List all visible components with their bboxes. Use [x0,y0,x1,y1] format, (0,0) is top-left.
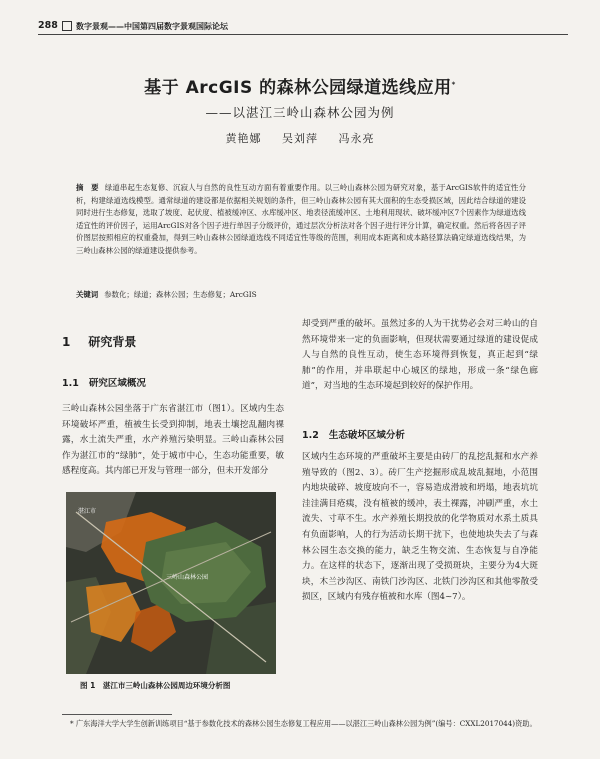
abstract-text: 绿道串起生态复修、沉寂人与自然的良性互动方面有着重要作用。以三岭山森林公园为研究对象，基于ArcGIS软件的适宜性分析，构建绿道选线模型。通常绿道的建设都是依据相关规划的条件，但三岭山森林公园有其大面积的生态受损区域，因此结合绿道的建设同时进行生态修复，选取了坡度、起伏度、植被缓冲区、水库缓冲区、地表径流缓冲区、土地利用现状、破坏缓冲区7个因素作为绿道选线适宜性的评价因子，运用ArcGIS对各个因子进行单因子分级评价，通过层次分析法对各个因子进行评分计算，确定权重。然后将各因子评价图层按照相应的权重叠加，得到三岭山森林公园绿道选线不同适宜性等级的范围，利用成本距离和成本路径算法确定绿道选线结果，为三岭山森林公园的绿道建设提供参考。 [76,183,526,255]
author-name: 冯永亮 [338,132,375,145]
subsection-number: 1.2 [302,430,319,441]
header-rule [38,34,568,35]
subsection-number: 1.1 [62,378,79,389]
paper-title-text: 基于 ArcGIS 的森林公园绿道选线应用 [144,78,452,98]
body-paragraph-left: 三岭山森林公园坐落于广东省湛江市（图1）。区域内生态环境破坏严重，植被生长受到抑制，地表土壤挖乱翻肉裸露，水土流失严重，水产养殖污染明显。三岭山森林公园作为湛江市的“绿肺”，处于城市中心，生态功能重要，敏感程度高。其内部已开发与管理一部分，但未开发部分 [62,404,284,477]
figure-1-caption: 图 1 湛江市三岭山森林公园周边环境分析图 [80,681,231,690]
author-list [0,130,600,146]
paper-subtitle: ——以湛江三岭山森林公园为例 [205,105,395,120]
author-name: 吴刘萍 [282,132,318,145]
keywords-label: 关键词 [76,290,99,299]
body-paragraph-right-bottom: 区域内生态环境的严重破坏主要是由砖厂的乱挖乱掘和水产养殖导致的（图2、3）。砖厂生产挖掘形成乱坡乱掘地，小范围内地块破碎、坡度坡向不一，容易造成滑坡和坍塌，地表坑坑洼洼满目疮痍，没有植被的缓冲，表土裸露，冲刷严重，水土流失、寸草不生。水产养殖长期投放的化学物质对水系土质具有负面影响，人的行为活动长期干扰下，也使地块失去了与森林公园生态交换的能力，缺乏生物交流、生态恢复与自净能力。在这样的状态下，逐渐出现了受损斑块，主要分为4大斑块，木兰沙沟区、南铁门沙沟区、北铁门沙沟区和其他零散受损区，区域内有残存植被和水库（图4~7）。 [302,452,538,603]
header-square-icon [62,21,72,31]
abstract [76,182,526,258]
section-heading [62,333,136,350]
paper-title [0,73,600,98]
subsection-title: 生态破坏区域分析 [328,430,405,441]
subsection-title: 研究区域概况 [88,378,146,389]
subsection-heading [302,427,405,441]
subsection-heading [62,375,146,389]
keywords [76,289,526,300]
abstract-label: 摘 要 [76,183,99,192]
keywords-text: 参数化；绿道；森林公园；生态修复；ArcGIS [104,290,257,299]
figure-1-map [66,492,276,674]
title-footnote-mark: * [451,80,456,89]
footnote: * 广东海洋大学大学生创新训练项目“基于参数化技术的森林公园生态修复工程应用——以湛江三岭山森林公园为例”(编号：CXXL2017044)资助。 [70,719,537,728]
body-paragraph-right-top: 却受到严重的破坏。虽然过多的人为干扰势必会对三岭山的自然环境带来一定的负面影响，但现状需要通过绿道的建设促成人与自然的良性互动，使生态环境得到恢复，真正起到“绿肺”的作用，并串联起中心城区的绿地，形成一条“绿色廊道”，对当地的生态环境起到较好的保护作用。 [302,319,538,392]
satellite-map-graphic [66,492,276,674]
running-header [38,18,568,34]
running-title: 数字景观——中国第四届数字景观国际论坛 [76,22,228,31]
section-title: 研究背景 [88,335,137,349]
section-number: 1 [62,335,71,349]
author-name: 黄艳娜 [225,132,262,145]
page-number: 288 [38,20,58,31]
footnote-rule [62,714,172,715]
map-label-park: 三岭山森林公园 [166,574,209,581]
map-label-city: 湛江市 [78,508,97,515]
